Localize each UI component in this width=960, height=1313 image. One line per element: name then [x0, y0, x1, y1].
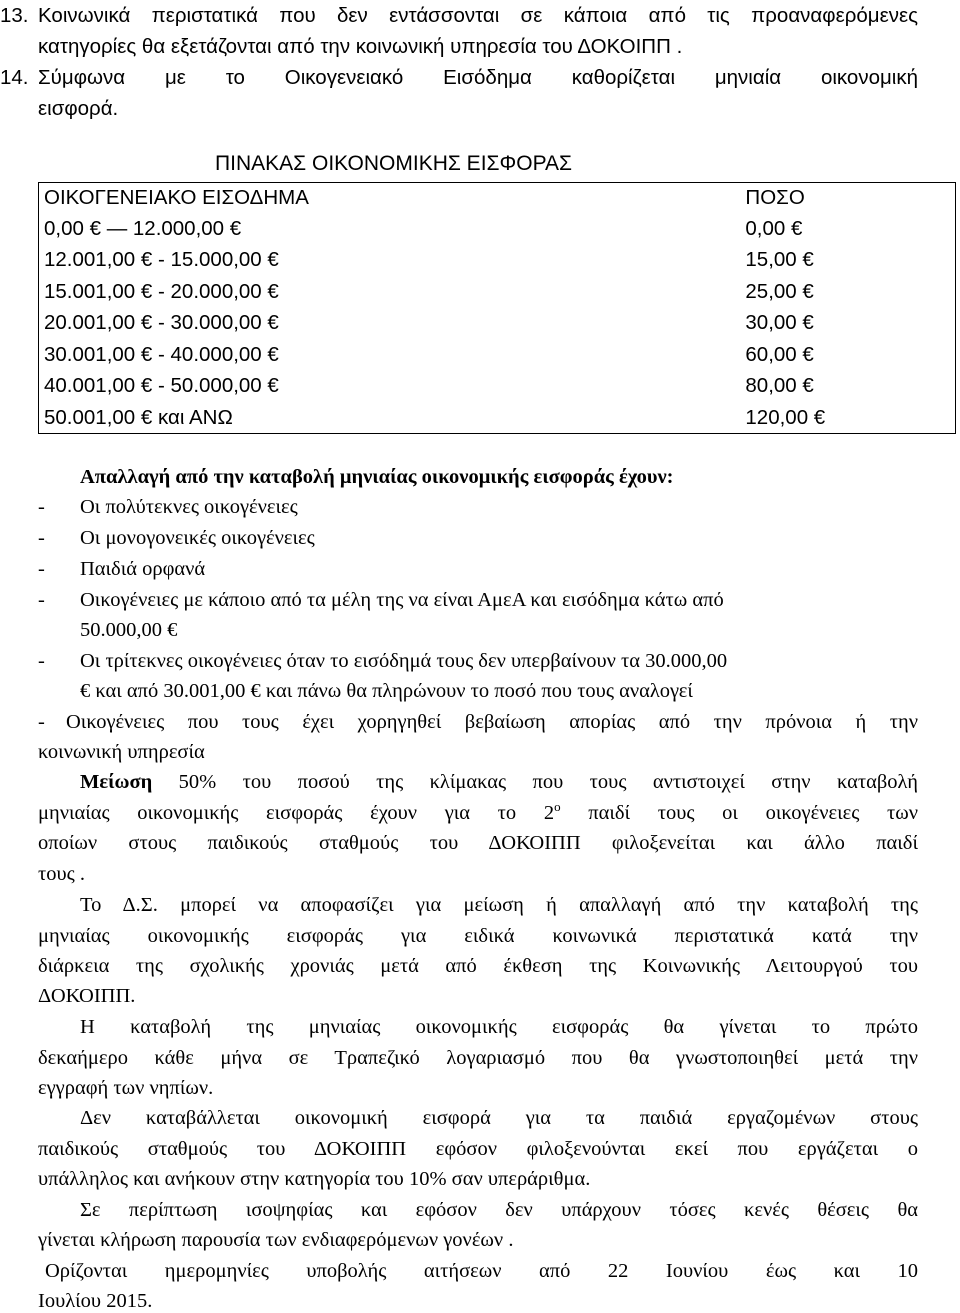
- exemption-item-large-families: Οι πολύτεκνες οικογένειες: [80, 496, 298, 518]
- income-range: 0,00 € — 12.000,00 €: [44, 216, 242, 240]
- dates-line-1: Ορίζονται ημερομηνίες υποβολής αιτήσεων από 22 Ιουνίου έως και 10: [45, 1260, 918, 1282]
- income-range: 30.001,00 € - 40.000,00 €: [44, 342, 279, 366]
- table-row: [38, 308, 956, 340]
- bullet-dash: -: [38, 558, 45, 580]
- table-row: [38, 402, 956, 434]
- exemption-item-disability-line-1: Οικογένειες με κάποιο από τα μέλη της να είναι ΑμεΑ και εισόδημα κάτω από: [80, 589, 724, 611]
- board-line-4: ΔΟΚΟΙΠΠ.: [38, 985, 136, 1007]
- exemption-item-orphans: Παιδιά ορφανά: [80, 558, 206, 580]
- payment-line-2: δεκαήμερο κάθε μήνα σε Τραπεζικό λογαριασμό που θα γνωστοποιηθεί μετά την: [38, 1047, 918, 1069]
- bullet-dash: -: [38, 527, 45, 549]
- board-line-1: Το Δ.Σ. μπορεί να αποφασίζει για μείωση ή απαλλαγή από την καταβολή της: [80, 894, 918, 916]
- table-row: [38, 339, 956, 371]
- exemption-item-poverty-line-1: Οικογένειες που τους έχει χορηγηθεί βεβαίωση απορίας από την πρόνοια ή την: [66, 711, 918, 733]
- employees-line-2: παιδικούς σταθμούς του ΔΟΚΟΙΠΠ εφόσον φιλοξενούνται εκεί που εργάζεται ο: [38, 1138, 918, 1160]
- table-row: [38, 371, 956, 403]
- header-amount: ΠΟΣΟ: [745, 185, 805, 209]
- reduction-line-3: οποίων στους παιδικούς σταθμούς του ΔΟΚΟΙΠΠ φιλοξενείται και άλλο παιδί: [38, 832, 918, 854]
- amount: 25,00 €: [745, 279, 814, 303]
- reduction-line-1: [80, 771, 918, 794]
- tie-line-2: γίνεται κλήρωση παρουσία των ενδιαφερόμενων γονέων .: [38, 1229, 514, 1251]
- item-14-line-1: Σύμφωνα με το Οικογενειακό Εισόδημα καθορίζεται μηνιαία οικονομική: [38, 66, 918, 89]
- reduction-line-1-text: 50% του ποσού της κλίμακας που τους αντιστοιχεί στην καταβολή: [152, 771, 918, 793]
- table-header-row: [38, 182, 956, 213]
- reduction-line-2-a: μηνιαίας οικονομικής εισφοράς έχουν για το 2: [38, 802, 555, 824]
- board-line-3: διάρκεια της σχολικής χρονιάς μετά από έκθεση της Κοινωνικής Λειτουργού του: [38, 955, 918, 977]
- exemption-item-single-parent: Οι μονογονεικές οικογένειες: [80, 527, 315, 549]
- item-13-line-1: Κοινωνικά περιστατικά που δεν εντάσσονται σε κάποια από τις προαναφερόμενες: [38, 4, 918, 27]
- income-range: 50.001,00 € και ΑΝΩ: [44, 405, 233, 429]
- item-14-number: 14.: [0, 66, 29, 89]
- bullet-dash: -: [38, 711, 45, 733]
- reduction-line-2-b: παιδί τους οι οικογένειες των: [560, 802, 918, 824]
- income-range: 20.001,00 € - 30.000,00 €: [44, 311, 279, 335]
- amount: 0,00 €: [745, 216, 803, 240]
- bullet-dash: -: [38, 650, 45, 672]
- table-row: [38, 213, 956, 245]
- exemption-item-three-children-line-1: Οι τρίτεκνες οικογένειες όταν το εισόδημά τους δεν υπερβαίνουν τα 30.000,00: [80, 650, 728, 672]
- amount: 15,00 €: [745, 248, 814, 272]
- tie-line-1: Σε περίπτωση ισοψηφίας και εφόσον δεν υπάρχουν τόσες κενές θέσεις θα: [80, 1199, 918, 1221]
- table-row: [38, 276, 956, 308]
- exemption-item-poverty-line-2: κοινωνική υπηρεσία: [38, 741, 205, 763]
- reduction-bold: Μείωση: [80, 771, 153, 793]
- exemption-item-disability-line-2: 50.000,00 €: [80, 619, 178, 641]
- reduction-line-4: τους .: [38, 863, 86, 885]
- amount: 30,00 €: [745, 311, 814, 335]
- item-13-line-2: κατηγορίες θα εξετάζονται από την κοινωνική υπηρεσία του ΔΟΚΟΙΠΠ .: [38, 35, 683, 58]
- table-row: [38, 245, 956, 277]
- ordinal-superscript: ο: [554, 799, 561, 815]
- income-range: 15.001,00 € - 20.000,00 €: [44, 279, 279, 303]
- payment-line-1: Η καταβολή της μηνιαίας οικονομικής εισφοράς θα γίνεται το πρώτο: [80, 1016, 918, 1038]
- item-13-number: 13.: [0, 4, 29, 27]
- reduction-line-2: [38, 799, 918, 825]
- bullet-dash: -: [38, 496, 45, 518]
- exemption-heading: Απαλλαγή από την καταβολή μηνιαίας οικονομικής εισφοράς έχουν:: [80, 466, 674, 488]
- board-line-2: μηνιαίας οικονομικής εισφοράς για ειδικά κοινωνικά περιστατικά κατά την: [38, 925, 918, 947]
- income-range: 40.001,00 € - 50.000,00 €: [44, 374, 279, 398]
- exemption-item-three-children-line-2: € και από 30.001,00 € και πάνω θα πληρώνουν το ποσό που τους αναλογεί: [80, 680, 693, 702]
- income-range: 12.001,00 € - 15.000,00 €: [44, 248, 279, 272]
- amount: 80,00 €: [745, 374, 814, 398]
- table-title: ΠΙΝΑΚΑΣ ΟΙΚΟΝΟΜΙΚΗΣ ΕΙΣΦΟΡΑΣ: [215, 152, 573, 175]
- employees-line-1: Δεν καταβάλλεται οικονομική εισφορά για τα παιδιά εργαζομένων στους: [80, 1107, 918, 1129]
- fee-table: [38, 182, 956, 434]
- header-income: ΟΙΚΟΓΕΝΕΙΑΚΟ ΕΙΣΟΔΗΜΑ: [44, 185, 309, 209]
- amount: 60,00 €: [745, 342, 814, 366]
- item-14-line-2: εισφορά.: [38, 97, 119, 120]
- amount: 120,00 €: [745, 405, 826, 429]
- dates-line-2: Ιουλίου 2015.: [38, 1290, 153, 1312]
- employees-line-3: υπάλληλος και ανήκουν στην κατηγορία του 10% σαν υπεράριθμα.: [38, 1168, 591, 1190]
- bullet-dash: -: [38, 589, 45, 611]
- payment-line-3: εγγραφή των νηπίων.: [38, 1077, 214, 1099]
